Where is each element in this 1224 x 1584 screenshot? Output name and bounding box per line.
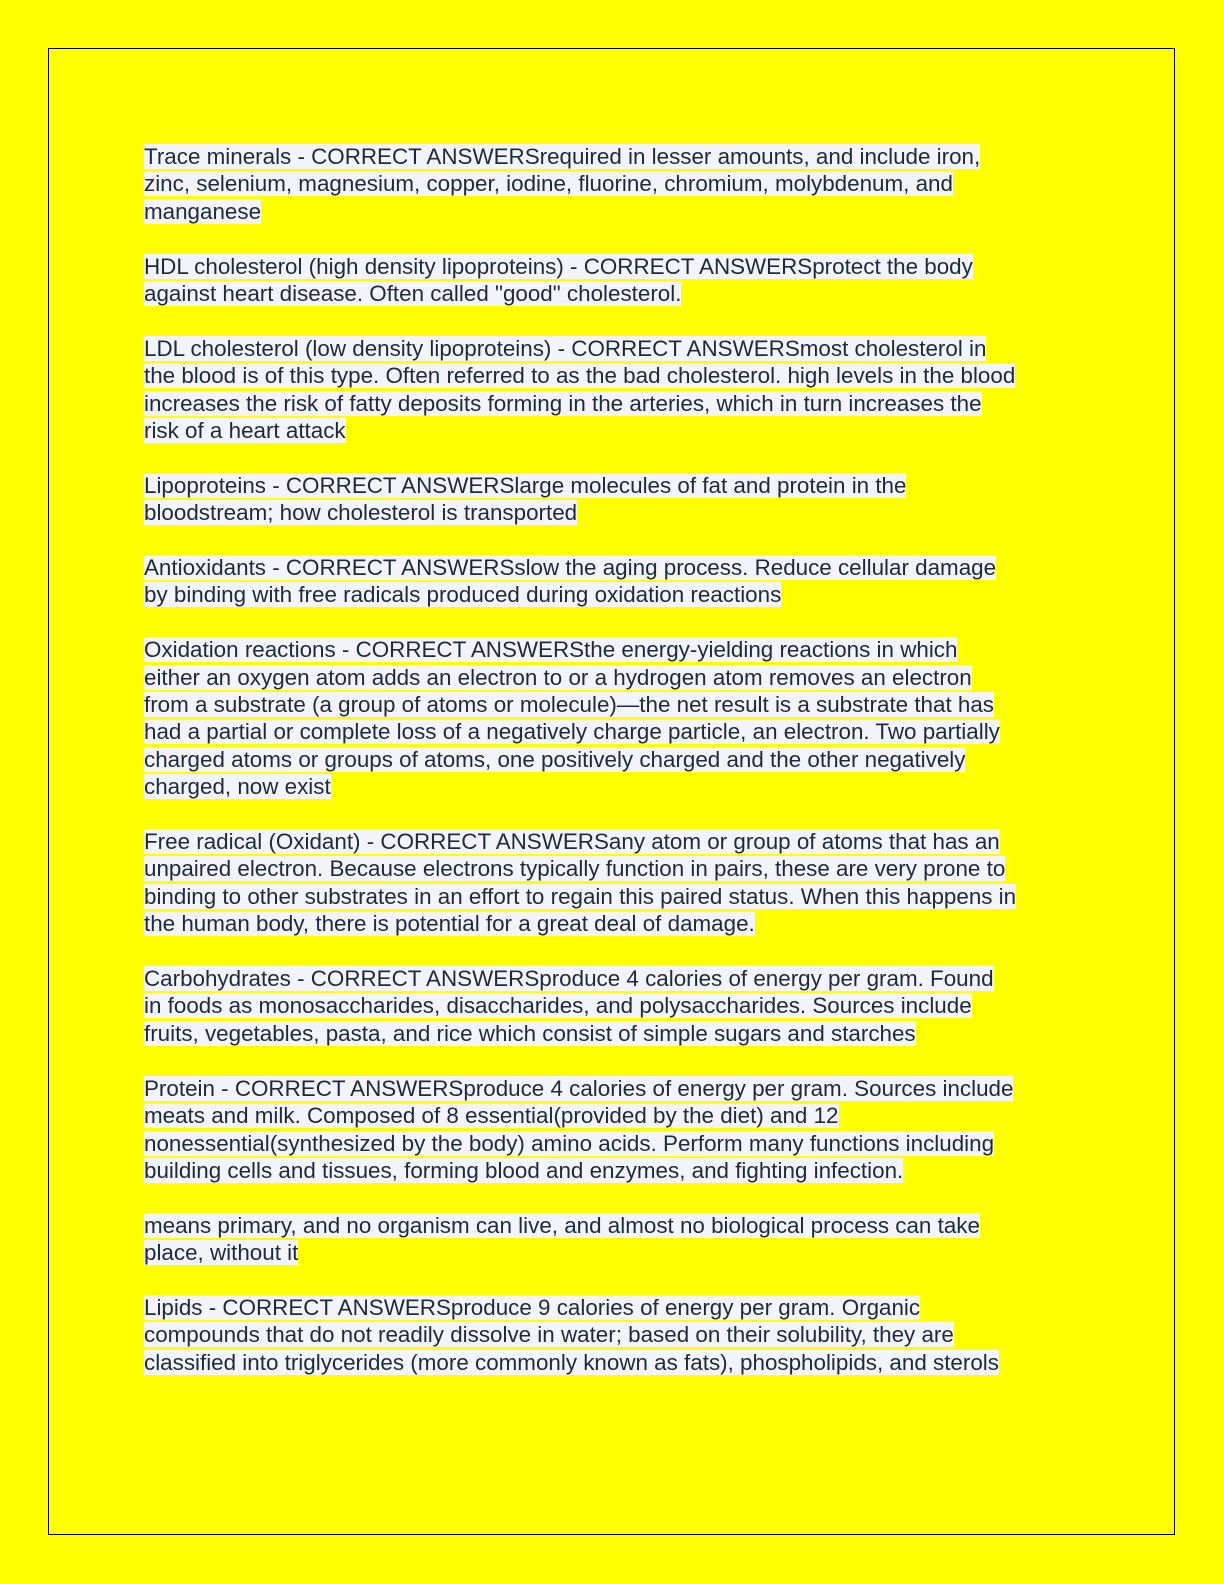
entry-line: charged, now exist <box>144 774 331 800</box>
entry-free-radical <box>144 828 1084 938</box>
entry-line: binding to other substrates in an effort to regain this paired status. When this happens in <box>144 883 1017 909</box>
entry-line: Trace minerals - CORRECT ANSWERSrequired in lesser amounts, and include iron, <box>144 144 981 169</box>
entry-line: unpaired electron. Because electrons typically function in pairs, these are very prone to <box>144 856 1006 882</box>
entry-line: fruits, vegetables, pasta, and rice which consist of simple sugars and starches <box>144 1020 916 1046</box>
entry-trace-minerals <box>144 143 1084 225</box>
entry-line: Oxidation reactions - CORRECT ANSWERSthe energy-yielding reactions in which <box>144 637 958 663</box>
entry-lipoproteins <box>144 472 1084 527</box>
entry-line: either an oxygen atom adds an electron to or a hydrogen atom removes an electron <box>144 664 972 690</box>
entry-line: the blood is of this type. Often referred to as the bad cholesterol. high levels in the blood <box>144 363 1016 389</box>
entry-line: risk of a heart attack <box>144 418 346 444</box>
entry-antioxidants <box>144 554 1084 609</box>
entry-line: had a partial or complete loss of a negatively charge particle, an electron. Two partially <box>144 719 1000 745</box>
document-body <box>144 143 1084 1404</box>
entry-line: increases the risk of fatty deposits forming in the arteries, which in turn increases the <box>144 390 982 416</box>
entry-line: Free radical (Oxidant) - CORRECT ANSWERSany atom or group of atoms that has an <box>144 829 1000 855</box>
entry-line: from a substrate (a group of atoms or molecule)—the net result is a substrate that has <box>144 692 995 718</box>
entry-line: means primary, and no organism can live, and almost no biological process can take <box>144 1212 980 1238</box>
entry-protein <box>144 1075 1084 1185</box>
entry-line: Protein - CORRECT ANSWERSproduce 4 calories of energy per gram. Sources include <box>144 1075 1014 1101</box>
entry-line: Antioxidants - CORRECT ANSWERSslow the aging process. Reduce cellular damage <box>144 555 997 581</box>
entry-primary <box>144 1212 1084 1267</box>
entry-line: Carbohydrates - CORRECT ANSWERSproduce 4 calories of energy per gram. Found <box>144 966 994 992</box>
entry-line: Lipoproteins - CORRECT ANSWERSlarge molecules of fat and protein in the <box>144 472 907 498</box>
entry-line: nonessential(synthesized by the body) amino acids. Perform many functions including <box>144 1130 995 1156</box>
entry-line: HDL cholesterol (high density lipoproteins) - CORRECT ANSWERSprotect the body <box>144 253 973 279</box>
entry-line: building cells and tissues, forming blood and enzymes, and fighting infection. <box>144 1157 904 1183</box>
entry-line: classified into triglycerides (more commonly known as fats), phospholipids, and sterols <box>144 1349 999 1375</box>
entry-line: Lipids - CORRECT ANSWERSproduce 9 calories of energy per gram. Organic <box>144 1294 921 1320</box>
entry-line: against heart disease. Often called "good" cholesterol. <box>144 281 682 307</box>
entry-carbohydrates <box>144 965 1084 1047</box>
entry-line: the human body, there is potential for a great deal of damage. <box>144 911 755 937</box>
entry-line: zinc, selenium, magnesium, copper, iodine, fluorine, chromium, molybdenum, and <box>144 171 953 197</box>
entry-ldl-cholesterol <box>144 335 1084 445</box>
entry-line: place, without it <box>144 1240 299 1266</box>
entry-lipids <box>144 1294 1084 1376</box>
entry-line: bloodstream; how cholesterol is transported <box>144 500 578 526</box>
entry-line: charged atoms or groups of atoms, one positively charged and the other negatively <box>144 746 966 772</box>
entry-line: compounds that do not readily dissolve in water; based on their solubility, they are <box>144 1322 954 1348</box>
entry-hdl-cholesterol <box>144 253 1084 308</box>
entry-line: by binding with free radicals produced during oxidation reactions <box>144 582 782 608</box>
entry-line: meats and milk. Composed of 8 essential(provided by the diet) and 12 <box>144 1103 839 1129</box>
entry-line: LDL cholesterol (low density lipoproteins) - CORRECT ANSWERSmost cholesterol in <box>144 335 987 361</box>
entry-oxidation-reactions <box>144 636 1084 800</box>
entry-line: in foods as monosaccharides, disaccharides, and polysaccharides. Sources include <box>144 993 972 1019</box>
entry-line: manganese <box>144 198 262 224</box>
